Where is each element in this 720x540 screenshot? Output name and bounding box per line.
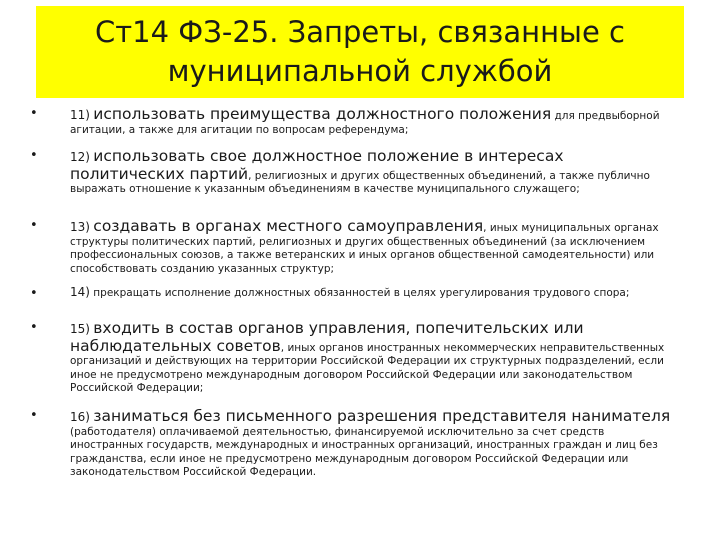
bullet-icon: • bbox=[30, 320, 38, 335]
item-text bbox=[70, 408, 672, 480]
item-number: 13) bbox=[70, 220, 90, 234]
list-item bbox=[24, 408, 672, 480]
bullet-icon: • bbox=[30, 106, 38, 121]
list-item bbox=[24, 148, 672, 197]
bullet-icon: • bbox=[30, 148, 38, 163]
item-text bbox=[70, 218, 672, 276]
item-number: 12) bbox=[70, 150, 90, 164]
item-detail: (работодателя) оплачиваемой деятельностью, финансируемой исключительно за счет средств иностранных государств, международных и иностранных организаций, иностранных граждан и лиц без гражданства, если иное не предусмотрено международным договором Российской Федерации или законодательством Российской Федерации. bbox=[70, 425, 658, 478]
item-emphasis: заниматься без письменного разрешения представителя нанимателя bbox=[93, 407, 671, 425]
list-item bbox=[24, 218, 672, 276]
item-detail: , религиозных и других общественных объединений, а также публично выражать отношение к указанным объединениям в качестве муниципального служащего; bbox=[70, 169, 650, 195]
item-number: 16) bbox=[70, 410, 90, 424]
item-number: 14) bbox=[70, 285, 90, 299]
item-number: 15) bbox=[70, 322, 90, 336]
item-emphasis: входить в состав органов управления, попечительских или наблюдательных советов bbox=[70, 319, 584, 355]
list-item bbox=[24, 320, 672, 396]
title-line-1: Ст14 ФЗ-25. Запреты, связанные с bbox=[95, 15, 625, 49]
item-text bbox=[70, 106, 672, 137]
item-emphasis: использовать свое должностное положение в интересах политических партий bbox=[70, 147, 564, 183]
list-item bbox=[24, 286, 629, 301]
title-line-2: муниципальной службой bbox=[167, 54, 553, 88]
item-detail: , иных органов иностранных некоммерческих неправительственных организаций и действующих на территории Российской Федерации их структурных подразделений, если иное не предусмотрено международным договором Российской Федерации или законодательством Российской Федерации; bbox=[70, 341, 665, 394]
list-item bbox=[24, 106, 672, 137]
slide-title bbox=[95, 13, 625, 91]
bullet-icon: • bbox=[30, 218, 38, 233]
bullet-icon: • bbox=[30, 408, 38, 423]
item-emphasis: создавать в органах местного самоуправления bbox=[93, 217, 484, 235]
item-detail: для предвыборной агитации, а также для агитации по вопросам референдума; bbox=[70, 110, 660, 136]
item-text bbox=[70, 286, 629, 301]
bullet-icon: • bbox=[30, 286, 38, 301]
title-banner bbox=[36, 6, 684, 98]
item-number: 11) bbox=[70, 108, 90, 122]
item-text bbox=[70, 148, 672, 197]
item-detail: прекращать исполнение должностных обязанностей в целях урегулирования трудового спора; bbox=[93, 287, 630, 299]
item-text bbox=[70, 320, 672, 396]
item-emphasis: использовать преимущества должностного положения bbox=[93, 105, 552, 123]
item-detail: , иных муниципальных органах структуры политических партий, религиозных и других общественных объединений (за исключением профессиональных союзов, а также ветеранских и иных органов общественной самодеятельности) или способствовать созданию указанных структур; bbox=[70, 222, 659, 275]
